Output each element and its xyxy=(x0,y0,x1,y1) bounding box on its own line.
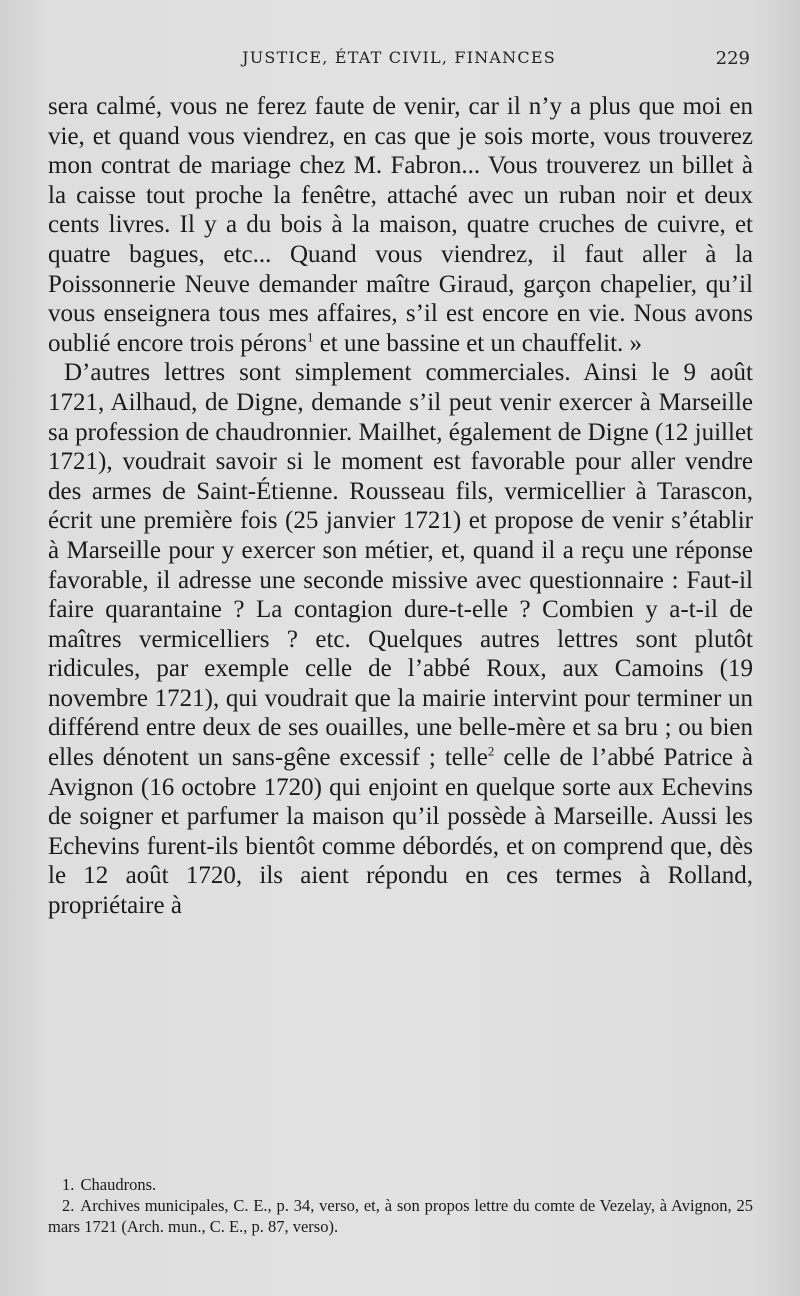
footnote-number: 2. xyxy=(62,1196,75,1215)
paragraph-text: sera calmé, vous ne ferez faute de venir, car il n’y a plus que moi en vie, et quand vous viendrez, en cas que je sois morte, vous trouverez mon contrat de mariage chez M. Fabron... Vous trouverez un billet à la caisse tout proche la fenêtre, attaché avec un ruban noir et deux cents livres. Il y a du bois à la maison, quatre cruches de cuivre, et quatre bagues, etc... Quand vous viendrez, il faut aller à la Poissonnerie Neuve demander maître Giraud, garçon chapelier, qu’il vous enseignera tous mes affaires, s’il est encore en vie. Nous avons oublié encore trois pérons xyxy=(48,93,753,357)
footnote xyxy=(48,1174,753,1195)
paragraph-text: et une bassine et un chauffelit. » xyxy=(313,329,643,357)
paragraph-continued xyxy=(48,92,753,358)
paragraph xyxy=(48,358,753,920)
footnote-text: Chaudrons. xyxy=(80,1175,157,1194)
running-title: JUSTICE, ÉTAT CIVIL, FINANCES xyxy=(242,48,556,67)
page-number: 229 xyxy=(715,48,750,69)
paragraph-text: D’autres lettres sont simplement commerciales. Ainsi le 9 août 1721, Ailhaud, de Digne, demande s’il peut venir exercer à Marseille sa profession de chaudronnier. Mailhet, également de Digne (12 juillet 1721), voudrait savoir si le moment est favorable pour aller vendre des armes de Saint-Étienne. Rousseau fils, vermicellier à Tarascon, écrit une première fois (25 janvier 1721) et propose de venir s’établir à Marseille pour y exercer son métier, et, quand il a reçu une réponse favorable, il adresse une seconde missive avec questionnaire : Faut-il faire quarantaine ? La contagion dure-t-elle ? Combien y a-t-il de maîtres vermicelliers ? etc. Quelques autres lettres sont plutôt ridicules, par exemple celle de l’abbé Roux, aux Camoins (19 novembre 1721), qui voudrait que la mairie intervint pour terminer un différend entre deux de ses ouailles, une belle-mère et sa bru ; ou bien elles dénotent un sans-gêne excessif ; telle xyxy=(48,359,753,772)
paragraph-text: celle de l’abbé Patrice à Avignon (16 octobre 1720) qui enjoint en quelque sorte aux Echevins de soigner et parfumer la maison qu’il possède à Marseille. Aussi les Echevins furent-ils bientôt comme débordés, et on comprend que, dès le 12 août 1720, ils aient répondu en ces termes à Rolland, propriétaire à xyxy=(48,744,753,920)
footnote-number: 1. xyxy=(62,1175,75,1194)
footnote-marker: 1 xyxy=(306,329,314,345)
body-text xyxy=(48,92,753,921)
footnote-marker: 2 xyxy=(487,743,495,759)
footnotes xyxy=(48,1174,753,1237)
footnote xyxy=(48,1195,753,1237)
running-head xyxy=(48,48,750,72)
footnote-text: Archives municipales, C. E., p. 34, verso, et, à son propos lettre du comte de Vezelay, à Avignon, 25 mars 1721 (Arch. mun., C. E., p. 87, verso). xyxy=(48,1196,753,1236)
